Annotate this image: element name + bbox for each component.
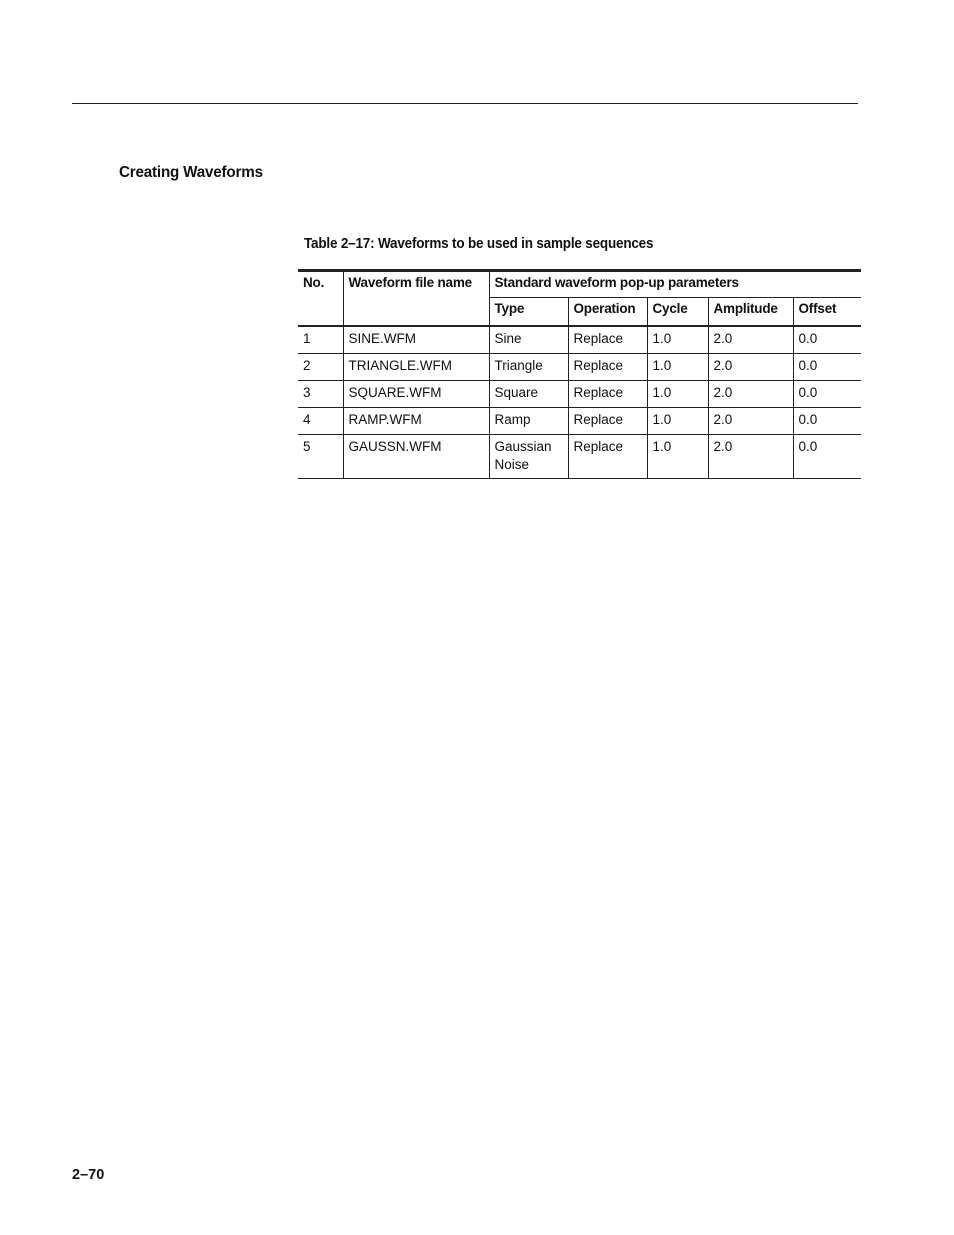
cell-type: Sine [489,326,568,354]
top-rule [72,103,858,104]
cell-offset: 0.0 [793,326,861,354]
cell-operation: Replace [568,326,647,354]
cell-operation: Replace [568,435,647,479]
cell-file: GAUSSN.WFM [343,435,489,479]
header-group: Standard waveform pop-up parameters [489,271,861,298]
cell-type: Square [489,381,568,408]
table-header-row [298,271,861,298]
cell-operation: Replace [568,408,647,435]
cell-no: 4 [298,408,343,435]
table-row [298,435,861,479]
cell-file: TRIANGLE.WFM [343,354,489,381]
cell-cycle: 1.0 [647,435,708,479]
waveform-table [298,269,861,479]
cell-file: SQUARE.WFM [343,381,489,408]
header-offset: Offset [793,298,861,327]
cell-file: SINE.WFM [343,326,489,354]
header-cycle: Cycle [647,298,708,327]
page-number: 2–70 [72,1167,105,1183]
cell-no: 3 [298,381,343,408]
cell-offset: 0.0 [793,408,861,435]
cell-amplitude: 2.0 [708,326,793,354]
header-file-name: Waveform file name [343,271,489,327]
header-no: No. [298,271,343,327]
cell-offset: 0.0 [793,354,861,381]
cell-no: 2 [298,354,343,381]
cell-cycle: 1.0 [647,408,708,435]
cell-no: 5 [298,435,343,479]
table-row [298,326,861,354]
cell-offset: 0.0 [793,435,861,479]
cell-operation: Replace [568,354,647,381]
cell-cycle: 1.0 [647,326,708,354]
table-row [298,408,861,435]
cell-type: Triangle [489,354,568,381]
cell-offset: 0.0 [793,381,861,408]
table-caption: Table 2–17: Waveforms to be used in sample sequences [304,236,654,252]
header-amplitude: Amplitude [708,298,793,327]
header-type: Type [489,298,568,327]
cell-cycle: 1.0 [647,354,708,381]
cell-type: Ramp [489,408,568,435]
cell-amplitude: 2.0 [708,354,793,381]
header-operation: Operation [568,298,647,327]
cell-amplitude: 2.0 [708,408,793,435]
cell-file: RAMP.WFM [343,408,489,435]
cell-amplitude: 2.0 [708,435,793,479]
cell-amplitude: 2.0 [708,381,793,408]
table-row [298,381,861,408]
cell-cycle: 1.0 [647,381,708,408]
cell-no: 1 [298,326,343,354]
section-heading: Creating Waveforms [119,164,263,181]
cell-operation: Replace [568,381,647,408]
cell-type: Gaussian Noise [489,435,568,479]
table-row [298,354,861,381]
